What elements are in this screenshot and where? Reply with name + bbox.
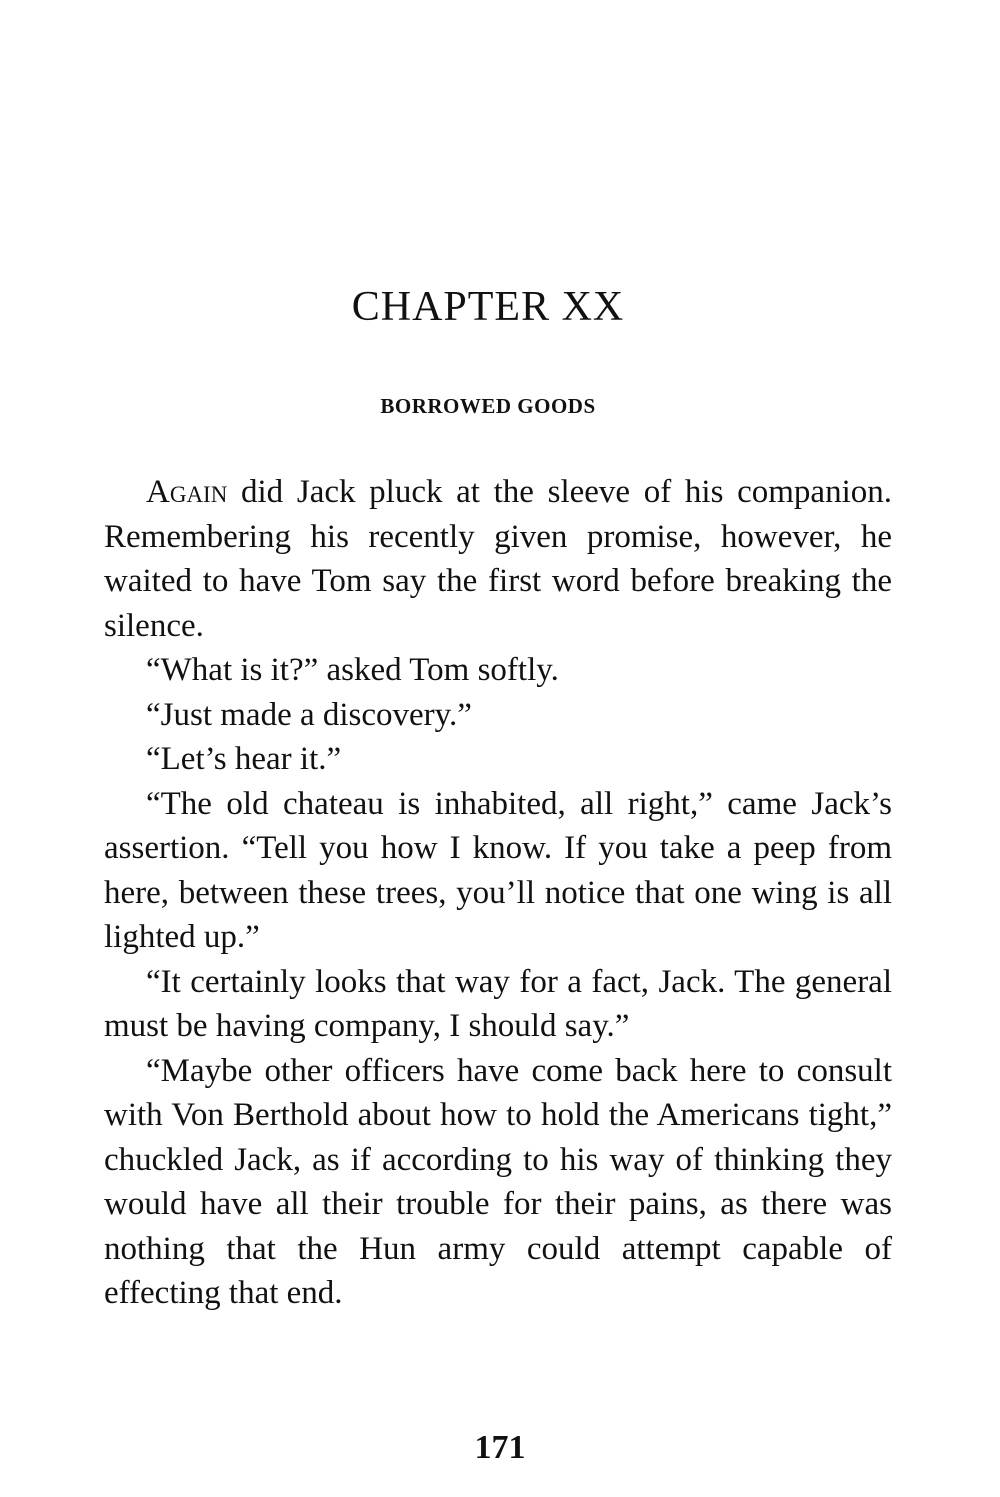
- paragraph-text: did Jack pluck at the sleeve of his companion. Remembering his recently given promise, however, he waited to have Tom say the first word before breaking the silence.: [104, 474, 892, 644]
- paragraph-6: “It certainly looks that way for a fact, Jack. The general must be having company, I should say.”: [104, 963, 892, 1044]
- paragraph-3: “Just made a discovery.”: [146, 696, 472, 733]
- paragraph-5: “The old chateau is inhabited, all right,” came Jack’s assertion. “Tell you how I know. If you take a peep from here, between these trees, you’ll notice that one wing is all lighted up.”: [104, 785, 892, 955]
- paragraph-7: “Maybe other officers have come back here to consult with Von Berthold about how to hold the Americans tight,” chuckled Jack, as if according to his way of thinking they would have all their trouble for their pains, as there was nothing that the Hun army could attempt capable of effecting that end.: [104, 1052, 892, 1311]
- paragraph-2: “What is it?” asked Tom softly.: [146, 652, 559, 688]
- paragraph-1: [104, 470, 892, 648]
- page-number: 171: [474, 1429, 526, 1466]
- paragraph-lead-word: Again: [146, 474, 228, 510]
- chapter-title: CHAPTER XX: [351, 284, 625, 330]
- paragraph-4: “Let’s hear it.”: [146, 741, 342, 777]
- chapter-subtitle: BORROWED GOODS: [380, 394, 596, 418]
- chapter-body: [104, 470, 892, 1316]
